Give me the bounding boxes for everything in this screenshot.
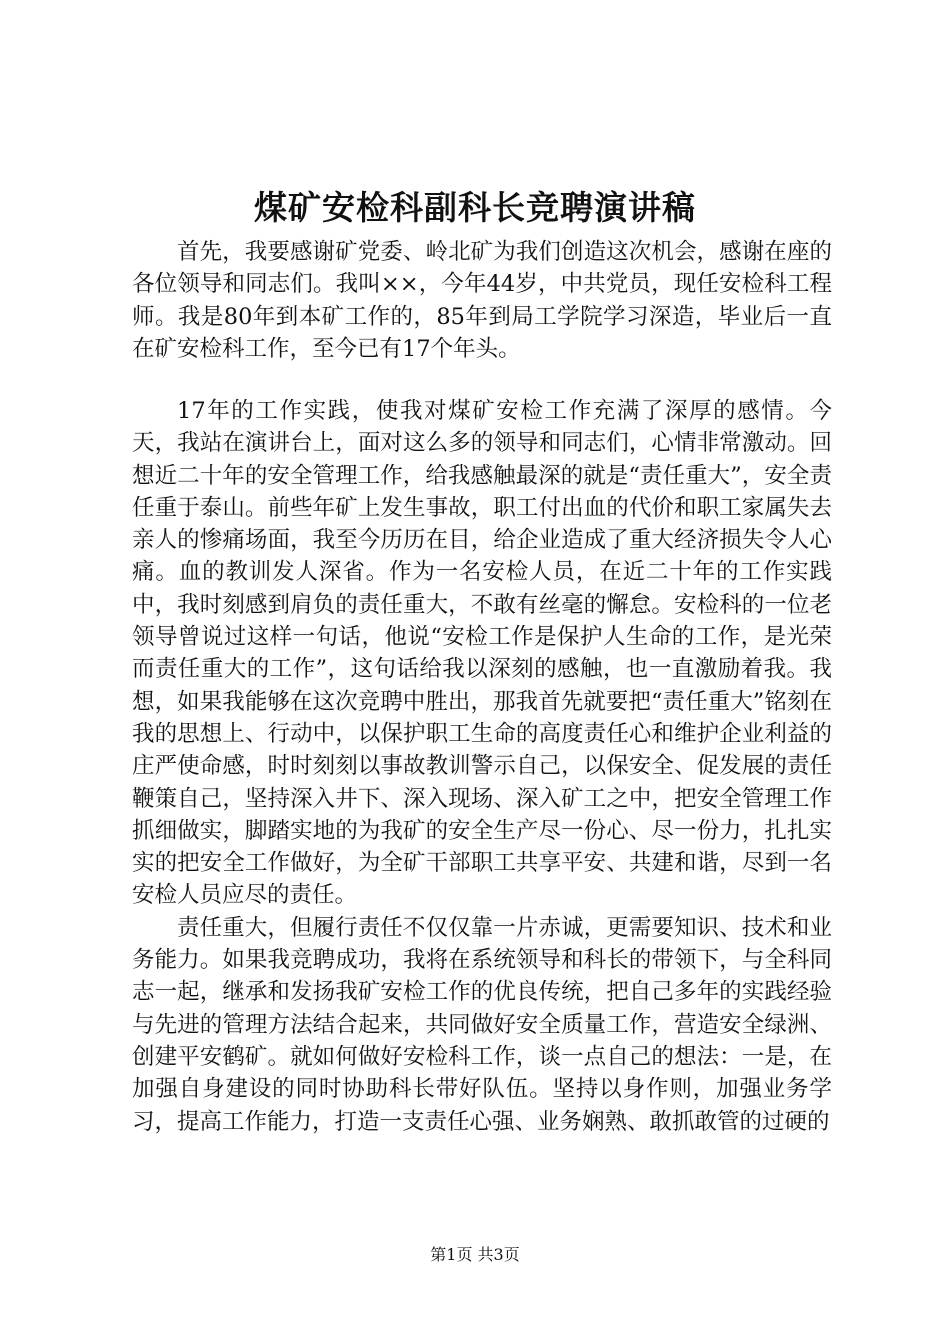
paragraph: 责任重大，但履行责任不仅仅靠一片赤诚，更需要知识、技术和业务能力。如果我竞聘成功，我将在系统领导和科长的带领下，与全科同志一起，继承和发扬我矿安检工作的优良传统，把自己多年的实践经验与先进的管理方法结合起来，共同做好安全质量工作，营造安全绿洲、创建平安鹤矿。就如何做好安检科工作，谈一点自己的想法：一是，在加强自身建设的同时协助科长带好队伍。坚持以身作则，加强业务学习，提高工作能力，打造一支责任心强、业务娴熟、敢抓敢管的过硬的 [132, 914, 832, 1135]
paragraph-block-1 [132, 236, 832, 365]
paragraph: 17年的工作实践，使我对煤矿安检工作充满了深厚的感情。今天，我站在演讲台上，面对这么多的领导和同志们，心情非常激动。回想近二十年的安全管理工作，给我感触最深的就是“责任重大”，安全责任重于泰山。前些年矿上发生事故，职工付出血的代价和职工家属失去亲人的惨痛场面，我至今历历在目，给企业造成了重大经济损失令人心痛。血的教训发人深省。作为一名安检人员，在近二十年的工作实践中，我时刻感到肩负的责任重大，不敢有丝毫的懈怠。安检科的一位老领导曾说过这样一句话，他说“安检工作是保护人生命的工作，是光荣而责任重大的工作”，这句话给我以深刻的感触，也一直激励着我。我想，如果我能够在这次竞聘中胜出，那我首先就要把“责任重大”铭刻在我的思想上、行动中，以保护职工生命的高度责任心和维护企业利益的庄严使命感，时时刻刻以事故教训警示自己，以保安全、促发展的责任鞭策自己，坚持深入井下、深入现场、深入矿工之中，把安全管理工作抓细做实，脚踏实地的为我矿的安全生产尽一份心、尽一份力，扎扎实实的把安全工作做好，为全矿干部职工共享平安、共建和谐，尽到一名安检人员应尽的责任。 [132, 398, 832, 909]
page-footer: 第1页 共3页 [430, 1245, 520, 1264]
document-title: 煤矿安检科副科长竞聘演讲稿 [254, 188, 696, 227]
paragraph-block-2 [132, 395, 832, 1138]
paragraph: 首先，我要感谢矿党委、岭北矿为我们创造这次机会，感谢在座的各位领导和同志们。我叫××，今年44岁，中共党员，现任安检科工程师。我是80年到本矿工作的，85年到局工学院学习深造，毕业后一直在矿安检科工作，至今已有17个年头。 [132, 239, 832, 362]
